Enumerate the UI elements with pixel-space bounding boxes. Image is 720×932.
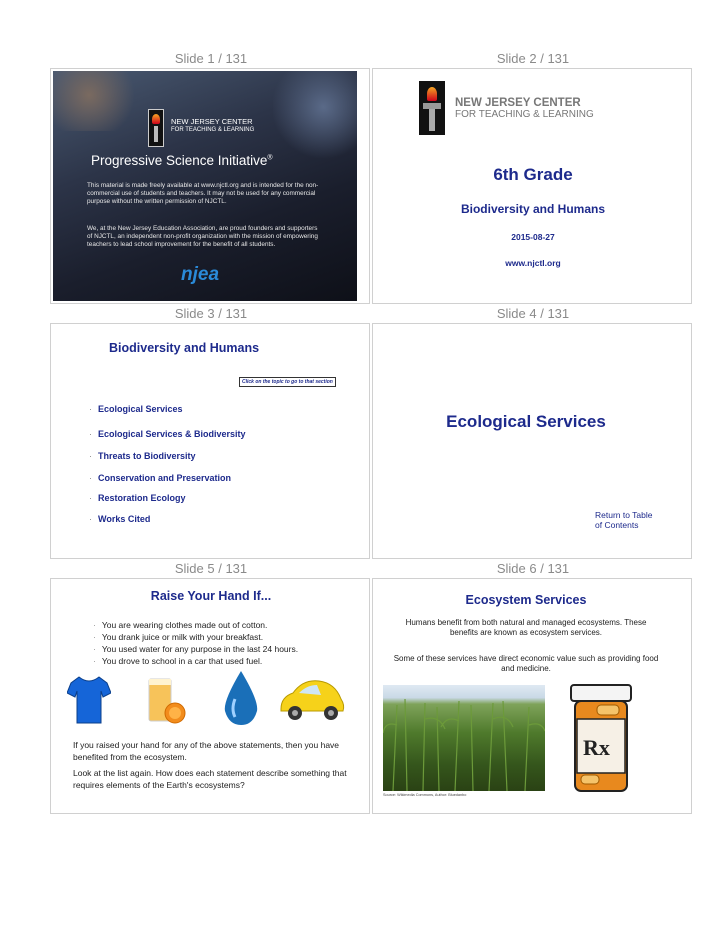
- grade-title: 6th Grade: [493, 165, 573, 184]
- slide-label-2: Slide 2 / 131: [496, 51, 570, 66]
- toc-item[interactable]: · Ecological Services & Biodiversity: [89, 429, 246, 439]
- toc-item[interactable]: · Works Cited: [89, 514, 151, 524]
- slide-1[interactable]: [50, 68, 370, 304]
- photo-credit: Source: Wikimedia Commons, Author: Bluedanbo: [383, 793, 467, 797]
- slide-label-1: Slide 1 / 131: [174, 51, 248, 66]
- org-name: NEW JERSEY CENTER FOR TEACHING & LEARNING: [171, 117, 255, 133]
- slide-title: Raise Your Hand If...: [150, 589, 272, 603]
- juice-icon: [143, 675, 189, 725]
- rx-symbol: Rx: [583, 735, 610, 760]
- slide-label-3: Slide 3 / 131: [174, 306, 248, 321]
- pill-bottle-icon: [567, 683, 635, 795]
- psi-title: Progressive Science Initiative®: [91, 153, 273, 168]
- car-icon: [277, 675, 347, 723]
- slide-2[interactable]: [372, 68, 692, 304]
- list-item: · You are wearing clothes made out of cotton.: [93, 620, 268, 630]
- slide-4[interactable]: [372, 323, 692, 559]
- toc-item[interactable]: · Restoration Ecology: [89, 493, 186, 503]
- subtitle: Biodiversity and Humans: [460, 202, 606, 216]
- statement-list: [93, 619, 298, 667]
- njea-logo: njea: [181, 264, 220, 285]
- slide-label-5: Slide 5 / 131: [174, 561, 248, 576]
- slide-title: Ecosystem Services: [465, 593, 587, 607]
- cornfield-photo: [383, 685, 545, 791]
- section-title: Ecological Services: [446, 412, 606, 431]
- slide-label-4: Slide 4 / 131: [496, 306, 570, 321]
- cover-photo: [53, 71, 357, 301]
- list-item: · You used water for any purpose in the last 24 hours.: [93, 644, 299, 654]
- logo-icon: [148, 109, 164, 147]
- slide-label-6: Slide 6 / 131: [496, 561, 570, 576]
- intro-text: Humans benefit from both natural and managed ecosystems. These benefits are known as ecosystem services.: [405, 618, 647, 637]
- list-item: · You drove to school in a car that used fuel.: [93, 656, 263, 666]
- services-text: Some of these services have direct economic value such as providing food and medicine.: [393, 654, 659, 673]
- logo-icon: [419, 81, 445, 135]
- tshirt-icon: [67, 675, 111, 725]
- toc-item[interactable]: · Threats to Biodiversity: [89, 451, 196, 461]
- date: 2015-08-27: [511, 232, 555, 242]
- toc-note: Click on the topic to go to that section: [239, 377, 336, 387]
- website[interactable]: www.njctl.org: [505, 258, 561, 268]
- toc-item[interactable]: · Conservation and Preservation: [89, 473, 232, 483]
- slide-6[interactable]: [372, 578, 692, 814]
- org-name: NEW JERSEY CENTER FOR TEACHING & LEARNING: [455, 97, 594, 120]
- water-drop-icon: [221, 669, 261, 727]
- license-text: This material is made freely available at www.njctl.org and is intended for the non-commercial use of students and teachers. It may not be used for any commercial purpose without the written permission of NJCTL.: [87, 182, 319, 206]
- conclusion-text: If you raised your hand for any of the above statements, then you have benefited from the ecosystem.: [73, 740, 340, 762]
- return-to-toc-link[interactable]: Return to Table of Contents: [595, 510, 653, 530]
- toc-title: Biodiversity and Humans: [109, 341, 260, 355]
- slide-5[interactable]: [50, 578, 370, 814]
- slide-3[interactable]: [50, 323, 370, 559]
- toc-item[interactable]: · Ecological Services: [89, 404, 183, 414]
- question-text: Look at the list again. How does each statement describe something that requires elements of the Earth's ecosystems?: [73, 768, 347, 790]
- njea-text: We, at the New Jersey Education Association, are proud founders and supporters of NJCTL, an independent non-profit organization with the mission of empowering teachers to lead school improvement for the benefit of all students.: [87, 225, 318, 249]
- list-item: · You drank juice or milk with your breakfast.: [93, 632, 264, 642]
